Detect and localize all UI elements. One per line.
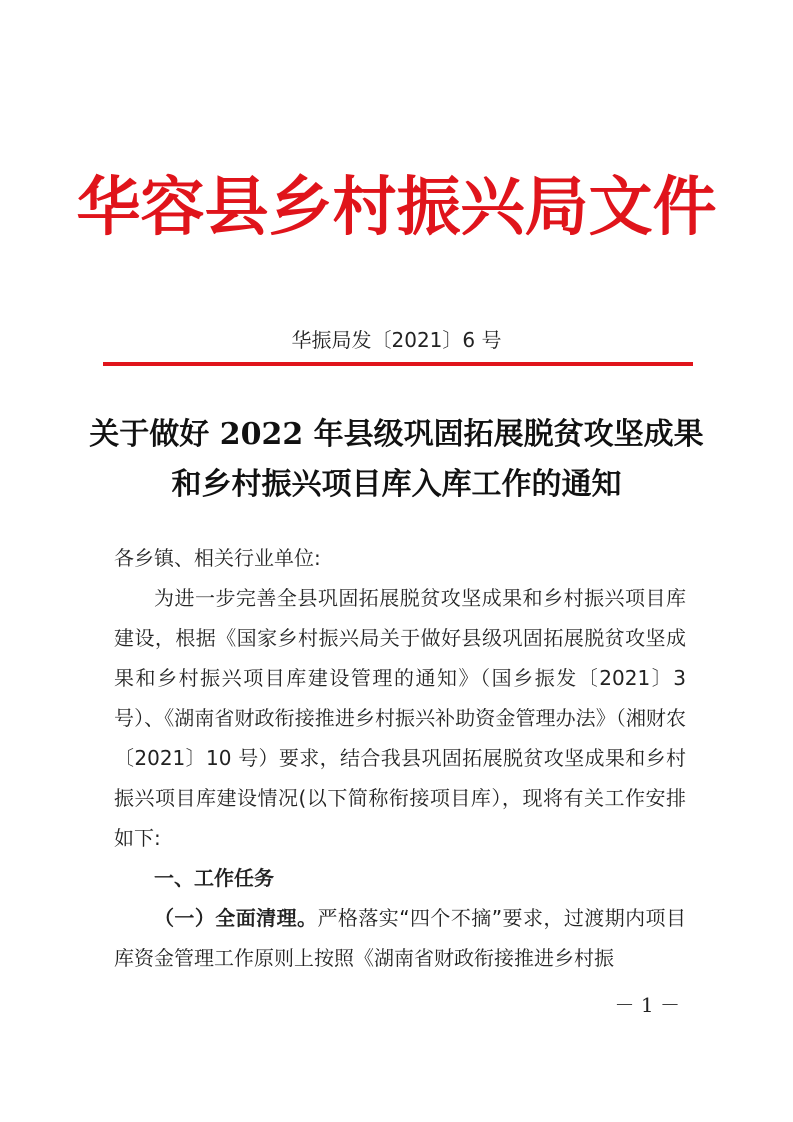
paragraph-item-1 (114, 898, 686, 978)
title-line-2: 和乡村振兴项目库入库工作的通知 (171, 467, 622, 502)
item-1-lead: （一）全面清理。 (154, 906, 318, 930)
document-title (0, 410, 793, 510)
title-line-1: 关于做好 2022 年县级巩固拓展脱贫攻坚成果 (89, 417, 704, 452)
document-masthead: 华容县乡村振兴局文件 (76, 171, 717, 245)
document-number: 华振局发〔2021〕6 号 (291, 328, 502, 352)
salutation: 各乡镇、相关行业单位: (114, 546, 321, 570)
paragraph-intro: 为进一步完善全县巩固拓展脱贫攻坚成果和乡村振兴项目库建设，根据《国家乡村振兴局关于做好县级巩固拓展脱贫攻坚成果和乡村振兴项目库建设管理的通知》（国乡振发〔2021〕3号）、《湖南省财政衔接推进乡村振兴补助资金管理办法》（湘财农〔2021〕10 号）要求，结合我县巩固拓展脱贫攻坚成果和乡村振兴项目库建设情况(以下简称衔接项目库），现将有关工作安排如下: (114, 586, 686, 850)
page-number: － 1 － (614, 993, 680, 1017)
red-divider-line (103, 362, 693, 366)
section-heading-work-tasks: 一、工作任务 (154, 866, 274, 890)
document-body (114, 538, 686, 978)
item-1-text: 严格落实“四个不摘”要求，过渡期内项目库资金管理工作原则上按照《湖南省财政衔接推进乡村振 (114, 906, 686, 970)
